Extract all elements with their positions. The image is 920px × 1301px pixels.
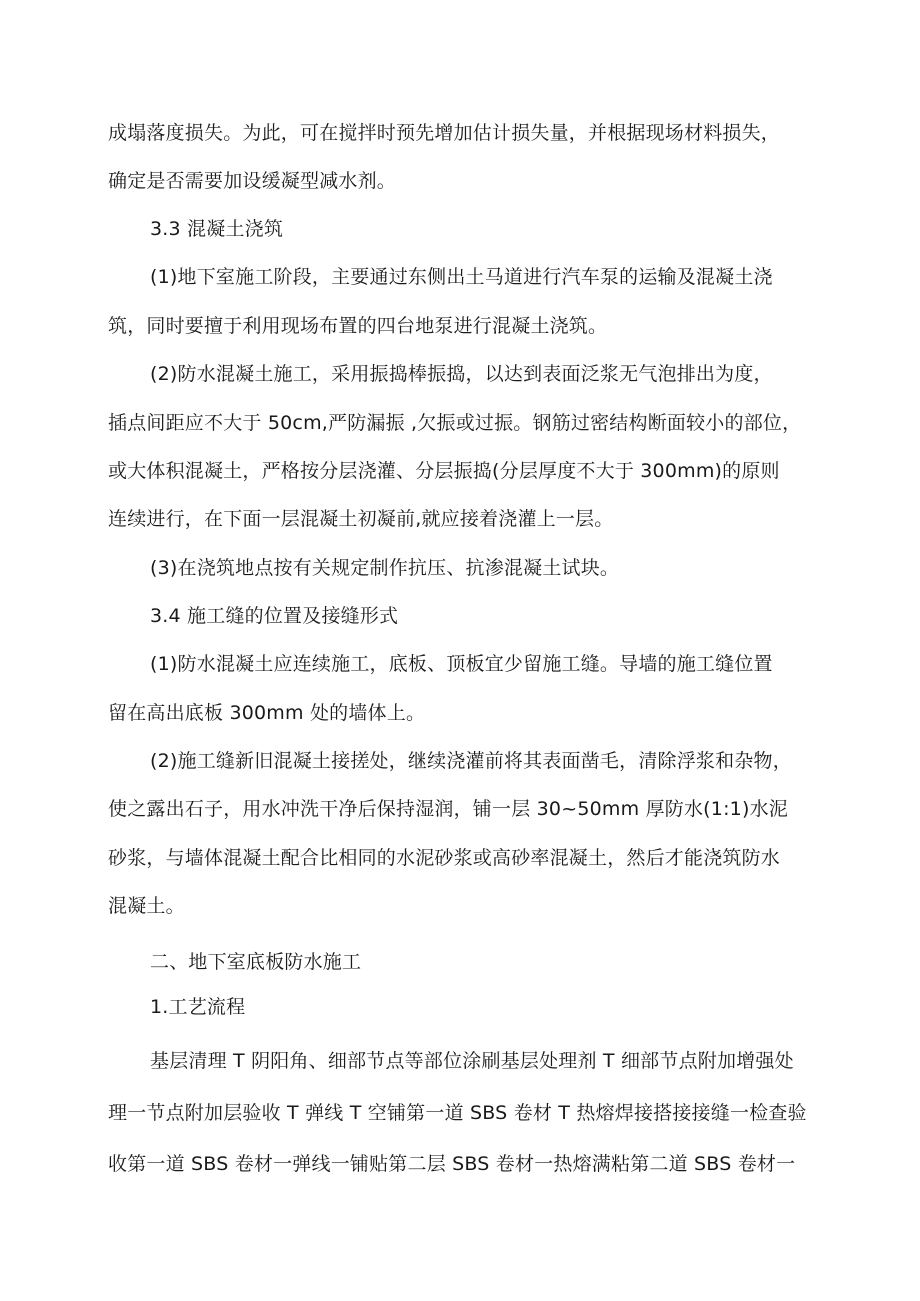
paragraph-6-line-3: 砂浆，与墙体混凝土配合比相同的水泥砂浆或高砂率混凝土，然后才能浇筑防水: [108, 847, 781, 869]
paragraph-7-line-1: 基层清理 T 阴阳角、细部节点等部位涂刷基层处理剂 T 细部节点附加增强处: [150, 1050, 794, 1072]
chapter-heading-2: 二、地下室底板防水施工: [150, 951, 362, 973]
paragraph-6-line-4: 混凝土。: [108, 895, 185, 917]
paragraph-5-line-2: 留在高出底板 300mm 处的墙体上。: [108, 702, 426, 724]
paragraph-3-line-1: (2)防水混凝土施工，采用振捣棒振捣，以达到表面泛浆无气泡排出为度，: [150, 363, 773, 385]
section-heading-3-4: 3.4 施工缝的位置及接缝形式: [150, 605, 399, 627]
paragraph-4-line-1: (3)在浇筑地点按有关规定制作抗压、抗渗混凝土试块。: [150, 557, 620, 579]
paragraph-7-line-3: 收第一道 SBS 卷材一弹线一铺贴第二层 SBS 卷材一热熔满粘第二道 SBS 卷材一: [108, 1153, 796, 1175]
paragraph-7-line-2: 理一节点附加层验收 T 弹线 T 空铺第一道 SBS 卷材 T 热熔焊接搭接接缝一检查验: [108, 1102, 807, 1124]
paragraph-2-line-2: 筑，同时要擅于利用现场布置的四台地泵进行混凝土浇筑。: [108, 315, 608, 337]
paragraph-6-line-1: (2)施工缝新旧混凝土接搓处，继续浇灌前将其表面凿毛，清除浮浆和杂物，: [150, 750, 792, 772]
paragraph-3-line-3: 或大体积混凝土，严格按分层浇灌、分层振捣(分层厚度不大于 300mm)的原则: [108, 460, 780, 482]
paragraph-1-line-1: 成塌落度损失。为此，可在搅拌时预先增加估计损失量，并根据现场材料损失，: [108, 122, 781, 144]
section-heading-3-3: 3.3 混凝土浇筑: [150, 218, 284, 240]
paragraph-6-line-2: 使之露出石子，用水冲洗干净后保持湿润，铺一层 30~50mm 厚防水(1:1)水泥: [108, 798, 788, 820]
paragraph-5-line-1: (1)防水混凝土应连续施工，底板、顶板宜少留施工缝。导墙的施工缝位置: [150, 653, 773, 675]
paragraph-2-line-1: (1)地下室施工阶段，主要通过东侧出土马道进行汽车泵的运输及混凝土浇: [150, 266, 773, 288]
paragraph-3-line-4: 连续进行，在下面一层混凝土初凝前,就应接着浇灌上一层。: [108, 508, 614, 530]
subsection-heading-1: 1.工艺流程: [150, 996, 246, 1018]
paragraph-1-line-2: 确定是否需要加设缓凝型减水剂。: [108, 170, 397, 192]
paragraph-3-line-2: 插点间距应不大于 50cm,严防漏振 ,欠振或过振。钢筋过密结构断面较小的部位，: [108, 412, 802, 434]
